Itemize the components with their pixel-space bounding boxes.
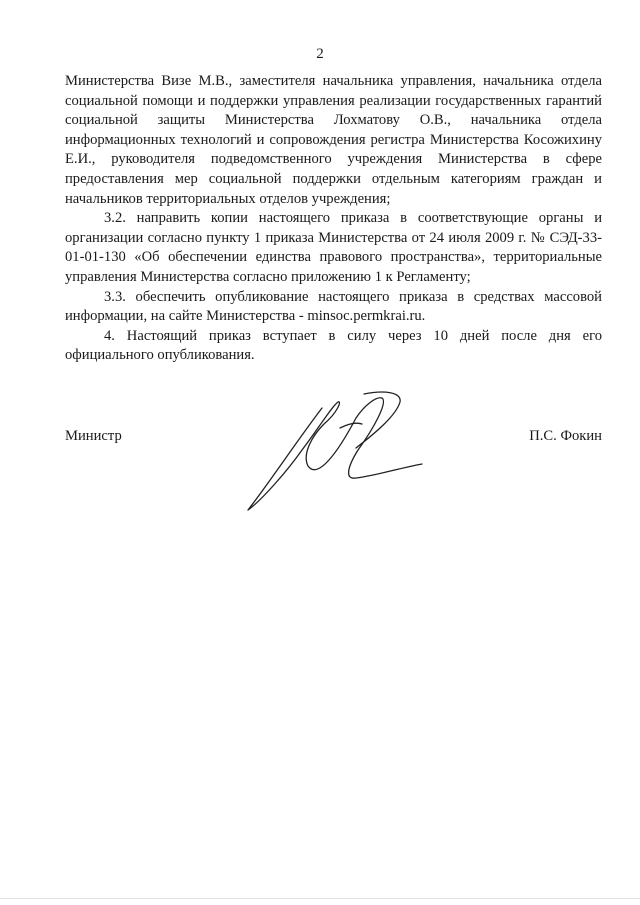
signer-name: П.С. Фокин xyxy=(529,428,602,444)
paragraph-3-2: 3.2. направить копии настоящего приказа в соответствующие органы и организации согласно пункту 1 приказа Министерства от 24 июля 2009 г. № СЭД-33-01-01-130 «Об обеспечении единства правового пространства», территориальные управления Министерства согласно приложению 1 к Регламенту; xyxy=(65,210,602,285)
page-number: 2 xyxy=(316,46,324,62)
handwritten-signature xyxy=(244,388,424,518)
page-bottom-edge xyxy=(0,898,640,899)
document-body xyxy=(65,72,602,366)
signer-title: Министр xyxy=(65,428,122,444)
paragraph-continuation: Министерства Визе М.В., заместителя начальника управления, начальника отдела социальной помощи и поддержки управления реализации государственных гарантий социальной защиты Министерства Лохматову О.В., начальника отдела информационных технологий и сопровождения регистра Министерства Косожихину Е.И., руководителя подведомственного учреждения Министерства в сфере предоставления мер социальной поддержки отдельным категориям граждан и начальников территориальных отделов учреждения; xyxy=(65,73,602,207)
paragraph-3-3: 3.3. обеспечить опубликование настоящего приказа в средствах массовой информации, на сайте Министерства - minsoc.permkrai.ru. xyxy=(65,288,602,325)
paragraph-4: 4. Настоящий приказ вступает в силу через 10 дней после дня его официального опубликования. xyxy=(65,327,602,364)
